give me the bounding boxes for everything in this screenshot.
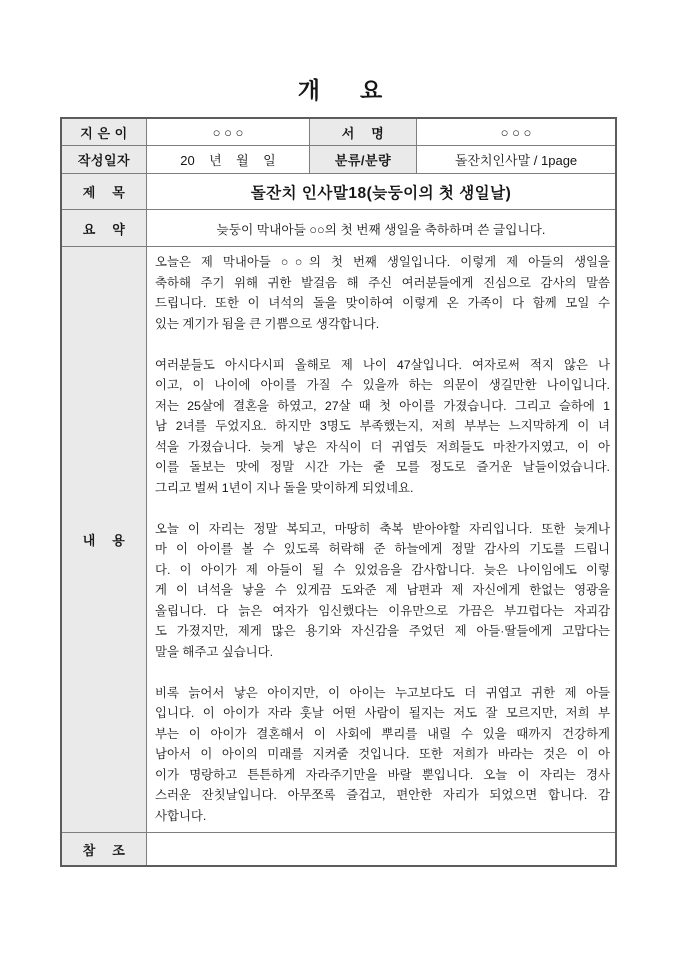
content-paragraph xyxy=(155,252,610,334)
content-line: 이고, 이 나이에 아이를 가질 수 있을까 하는 의문이 생길만한 나이입니다. xyxy=(155,378,610,392)
subject-value-cell: 돌잔치 인사말18(늦둥이의 첫 생일날) xyxy=(147,174,615,210)
content-line: 여러분들도 아시다시피 올해로 제 나이 47살입니다. 여자로써 적지 않은 나 xyxy=(155,357,610,372)
content-line: 그리고 벌써 1년이 지나 돌을 맞이하게 되었네요. xyxy=(155,480,414,495)
author-label-cell: 지 은 이 xyxy=(62,119,147,146)
content-line: 오늘은 제 막내아들 ○○의 첫 번째 생일입니다. 이렇게 제 아들의 생일을 xyxy=(155,255,610,269)
content-line: 남아서 이 아이의 미래를 지켜줄 것입니다. 또한 저희가 바라는 것은 이 아 xyxy=(155,747,610,761)
date-label-cell: 작성일자 xyxy=(62,146,147,174)
summary-label-cell: 요 약 xyxy=(62,210,147,247)
book-title-value-cell: ○ ○ ○ xyxy=(417,119,615,146)
content-line: 저는 25살에 결혼을 하였고, 27살 때 첫 아이를 가졌습니다. 그리고 슬하에 1 xyxy=(155,398,610,413)
content-line: 석을 가졌습니다. 늦게 낳은 자식이 더 귀엽듯 저희들도 마찬가지였고, 이 아 xyxy=(155,439,610,454)
author-value-cell: ○ ○ ○ xyxy=(147,119,310,146)
content-text xyxy=(155,252,610,826)
content-line: 게 이 녀석을 낳을 수 있게끔 도와준 제 남편과 제 자신에게 한없는 영광을 xyxy=(155,583,610,597)
content-paragraph xyxy=(155,519,610,663)
content-line: 이를 돌보는 맛에 정말 시간 가는 줄 모를 정도로 즐거운 날들이었습니다. xyxy=(155,460,610,474)
classification-label-cell: 분류/분량 xyxy=(310,146,417,174)
content-line: 오늘 이 자리는 정말 복되고, 마땅히 축복 받아야할 자리입니다. 또한 늦게나 xyxy=(155,521,610,536)
content-value-cell xyxy=(147,247,615,833)
book-title-label-cell: 서 명 xyxy=(310,119,417,146)
content-line: 올립니다. 다 늙은 여자가 임신했다는 이유만으로 가끔은 부끄럽다는 자괴감 xyxy=(155,603,610,618)
content-line: 있는 계기가 됨을 큰 기쁨으로 생각합니다. xyxy=(155,316,380,331)
content-label-cell: 내 용 xyxy=(62,247,147,833)
content-line: 다. 이 아이가 제 아들이 될 수 있었음을 감사합니다. 늦은 나이임에도 이렇 xyxy=(155,562,610,577)
classification-value-cell: 돌잔치인사말 / 1page xyxy=(417,146,615,174)
reference-value-cell xyxy=(147,833,615,865)
content-line: 스러운 잔칫날입니다. 아무쪼록 즐겁고, 편안한 자리가 되었으면 합니다. 감 xyxy=(155,788,610,802)
summary-value-cell: 늦둥이 막내아들 ○○의 첫 번째 생일을 축하하며 쓴 글입니다. xyxy=(147,210,615,247)
content-line: 축하해 주기 위해 귀한 발걸음 해 주신 여러분들에게 진심으로 감사의 말씀 xyxy=(155,275,610,290)
content-line: 비록 늙어서 낳은 아이지만, 이 아이는 누고보다도 더 귀엽고 귀한 제 아들 xyxy=(155,685,610,700)
content-line: 사합니다. xyxy=(155,808,207,823)
content-line: 부는 이 아이가 결혼해서 이 사회에 뿌리를 내릴 수 있을 때까지 건강하게 xyxy=(155,726,610,741)
content-line: 입니다. 이 아이가 자라 훗날 어떤 사람이 될지는 저도 잘 모르지만, 저희 부 xyxy=(155,706,610,720)
content-paragraph xyxy=(155,355,610,499)
reference-label-cell: 참 조 xyxy=(62,833,147,865)
subject-label-cell: 제 목 xyxy=(62,174,147,210)
content-line: 이가 명랑하고 튼튼하게 자라주기만을 바랄 뿐입니다. 오늘 이 자리는 경사 xyxy=(155,767,610,782)
page-title: 개요 xyxy=(297,77,423,103)
content-paragraph xyxy=(155,683,610,827)
content-line: 남 2녀를 두었지요. 하지만 3명도 부족했는지, 저희 부부는 느지막하게 이 녀 xyxy=(155,419,610,433)
overview-table xyxy=(60,117,617,867)
content-line: 드립니다. 또한 이 녀석의 돌을 맞이하여 이렇게 온 가족이 다 함께 모일 수 xyxy=(155,296,610,310)
content-line: 마 이 아이를 볼 수 있도록 허락해 준 하늘에게 정말 감사의 기도를 드립니 xyxy=(155,542,610,556)
content-line: 도 가졌지만, 제게 많은 용기와 자신감을 주었던 제 아들·딸들에게 고맙다는 xyxy=(155,624,610,638)
content-line: 말을 해주고 싶습니다. xyxy=(155,644,274,659)
date-value-cell: 20 년 월 일 xyxy=(147,146,310,174)
